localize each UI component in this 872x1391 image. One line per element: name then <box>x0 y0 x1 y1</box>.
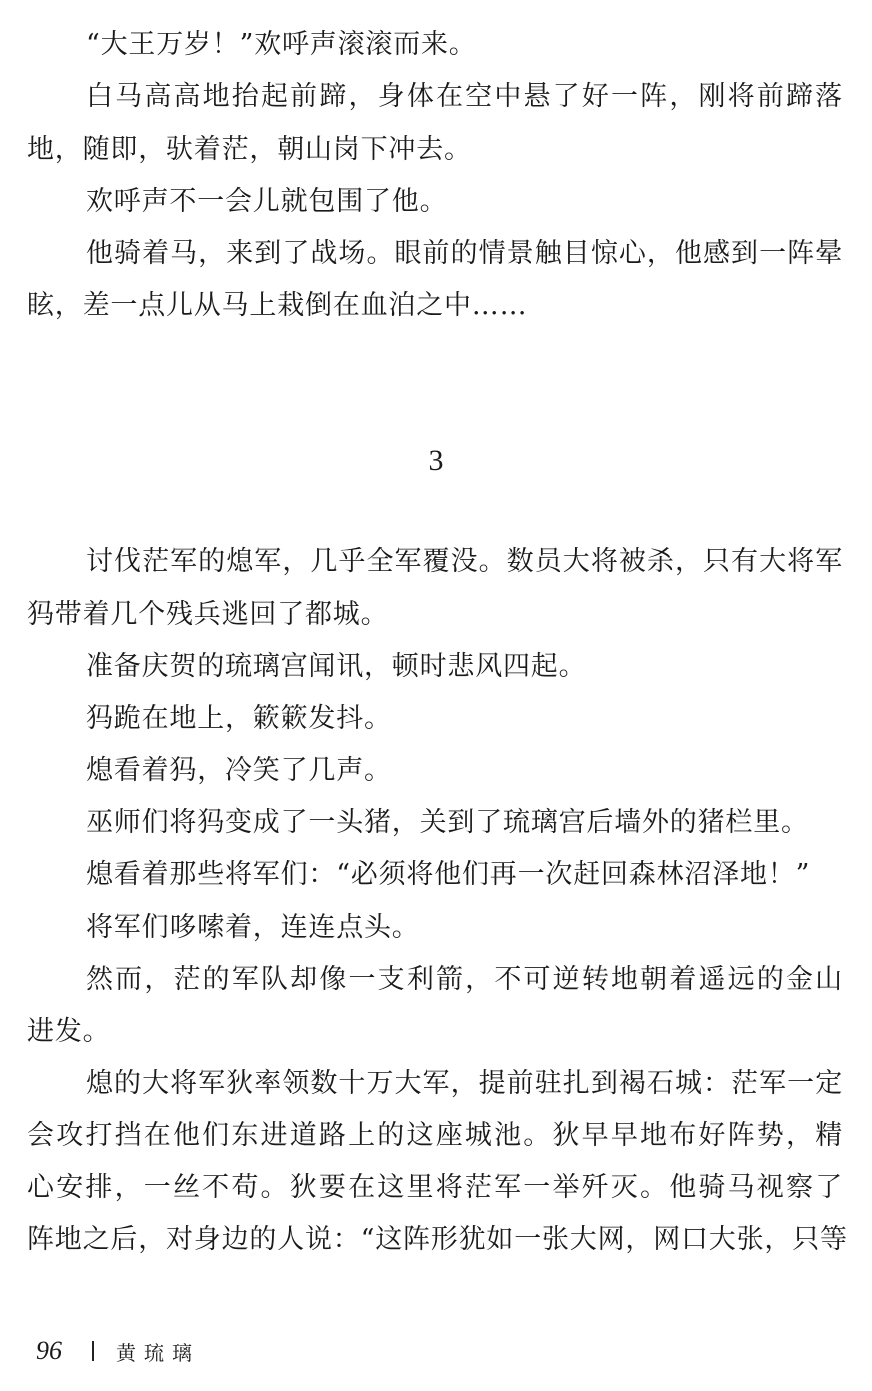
paragraph-line: 会攻打挡在他们东进道路上的这座城池。狄早早地布好阵势，精 <box>27 1120 843 1151</box>
paragraph-line: 然而，茫的军队却像一支利箭，不可逆转地朝着遥远的金山 <box>86 964 843 995</box>
paragraph-line: 准备庆贺的琉璃宫闻讯，顿时悲风四起。 <box>86 651 587 682</box>
paragraph-line: 地，随即，驮着茫，朝山岗下冲去。 <box>27 134 472 165</box>
paragraph-line: 阵地之后，对身边的人说：“这阵形犹如一张大网，网口大张，只等 <box>27 1224 848 1255</box>
paragraph-line: 熄的大将军狄率领数十万大军，提前驻扎到褐石城：茫军一定 <box>86 1068 843 1099</box>
page-number: 96 <box>36 1336 62 1365</box>
paragraph-line: “大王万岁！”欢呼声滚滚而来。 <box>86 29 477 60</box>
paragraph-line: 心安排，一丝不苟。狄要在这里将茫军一举歼灭。他骑马视察了 <box>27 1172 843 1203</box>
footer-divider <box>92 1341 94 1361</box>
paragraph-line: 讨伐茫军的熄军，几乎全军覆没。数员大将被杀，只有大将军 <box>86 546 843 577</box>
paragraph-line: 进发。 <box>27 1016 111 1047</box>
paragraph-line: 将军们哆嗦着，连连点头。 <box>86 912 420 943</box>
paragraph-line: 欢呼声不一会儿就包围了他。 <box>86 186 448 217</box>
paragraph-line: 熄看着那些将军们：“必须将他们再一次赶回森林沼泽地！” <box>86 859 811 890</box>
paragraph-line: 眩，差一点儿从马上栽倒在血泊之中…… <box>27 290 528 321</box>
paragraph-line: 白马高高地抬起前蹄，身体在空中悬了好一阵，刚将前蹄落 <box>86 81 843 112</box>
paragraph-line: 犸带着几个残兵逃回了都城。 <box>27 599 389 630</box>
paragraph-line: 熄看着犸，冷笑了几声。 <box>86 755 392 786</box>
paragraph-line: 犸跪在地上，簌簌发抖。 <box>86 703 392 734</box>
section-number: 3 <box>428 444 444 477</box>
paragraph-line: 巫师们将犸变成了一头猪，关到了琉璃宫后墙外的猪栏里。 <box>86 807 809 838</box>
paragraph-line: 他骑着马，来到了战场。眼前的情景触目惊心，他感到一阵晕 <box>86 238 843 269</box>
book-title: 黄琉璃 <box>116 1340 200 1365</box>
page-footer <box>36 1334 200 1368</box>
